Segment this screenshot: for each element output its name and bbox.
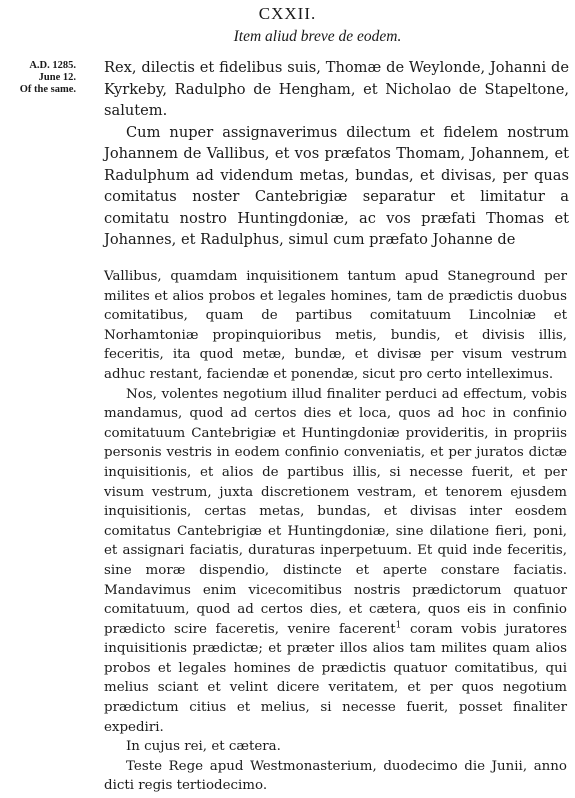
- margin-description: Of the same.: [19, 84, 76, 95]
- paragraph-vallibus: Vallibus, quamdam inquisitionem tantum apud Staneground per milites et alios probos et legales homines, tam de prædictis duobus comitatibus, quam de partibus comitatuum Lincolniæ et Norhamtoniæ propinquioribus metis, bundis, et divisis illis, feceritis, ita quod metæ, bundæ, et divisæ per visum vestrum adhuc restant, faciendæ et ponendæ, sicut pro certo intelleximus.: [104, 269, 567, 382]
- paragraph-nos-volentes-part2: coram vobis juratores inquisitionis prædictæ; et præter illos alios tam milites quam alios probos et legales homines de prædictis quatuor comitatibus, qui melius sciant et velint dicere veritatem, et per quos negotium prædictum citius et melius, si necesse fuerit, posset finaliter expediri.: [104, 621, 567, 735]
- margin-date-year: A.D. 1285.: [29, 60, 76, 71]
- margin-date-day: June 12.: [38, 72, 76, 83]
- paragraph-teste: Teste Rege apud Westmonasterium, duodecimo die Junii, anno dicti regis tertiodecimo.: [104, 758, 567, 794]
- main-text-upper: [104, 57, 569, 251]
- paragraph-nos-volentes-part1: Nos, volentes negotium illud finaliter perduci ad effectum, vobis mandamus, quod ad certos dies et loca, quos ad hoc in confinio comitatuum Cantebrigiæ et Huntingdoniæ provideritis, in propriis personis vestris in eodem confinio conveniatis, et per juratos dictæ inquisitionis, et alios de partibus illis, si necesse fuerit, et per visum vestrum, juxta discretionem vestram, et tenorem ejusdem inquisitionis, certas metas, bundas, et divisas inter eosdem comitatus Cantebrigiæ et Huntingdoniæ, sine dilatione fieri, poni, et assignari faciatis, duraturas inperpetuum. Et quid inde feceritis, sine moræ dispendio, distincte et aperte constare faciatis. Mandavimus enim vicecomitibus nostris prædictorum quatuor comitatuum, quod ad certos dies, et cætera, quos eis in confinio prædicto scire faceretis, venire facerent: [104, 386, 567, 637]
- document-heading: CXXII.: [258, 4, 317, 23]
- main-text-lower: [104, 267, 567, 796]
- salutation-paragraph: Rex, dilectis et fidelibus suis, Thomæ de Weylonde, Johanni de Kyrkeby, Radulpho de Hengham, et Nicholao de Stapeltone, salutem.: [104, 59, 569, 119]
- margin-note: [4, 60, 76, 96]
- paragraph-cum-nuper: Cum nuper assignaverimus dilectum et fidelem nostrum Johannem de Vallibus, et vos præfatos Thomam, Johannem, et Radulphum ad videndum metas, bundas, et divisas, per quas comitatus noster Cantebrigiæ separatur et limitatur a comitatu nostro Huntingdoniæ, ac vos præfati Thomas et Johannes, et Radulphus, simul cum præfato Johanne de: [104, 123, 569, 248]
- document-subtitle: Item aliud breve de eodem.: [233, 28, 402, 45]
- paragraph-in-cujus: In cujus rei, et cætera.: [126, 739, 281, 755]
- paragraph-nos-volentes: [104, 385, 567, 738]
- footnote-marker: 1: [395, 620, 402, 631]
